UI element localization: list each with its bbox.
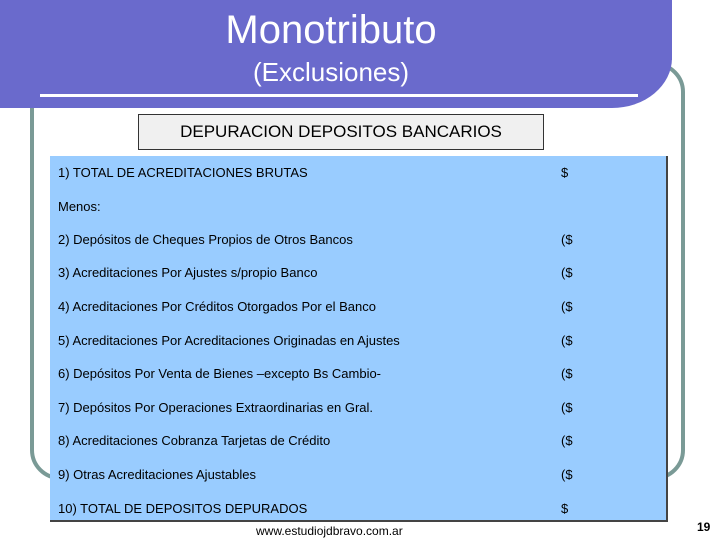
table-row <box>58 263 660 283</box>
deposits-table <box>50 156 668 522</box>
table-row <box>58 465 660 485</box>
title-band <box>0 0 672 108</box>
row-label: 9) Otras Acreditaciones Ajustables <box>58 467 256 482</box>
title-divider <box>40 94 638 97</box>
footer-url: www.estudiojdbravo.com.ar <box>256 524 403 538</box>
row-amount: ($ <box>561 467 573 482</box>
slide-title: Monotributo <box>225 8 437 52</box>
table-row <box>58 398 660 418</box>
row-label: 10) TOTAL DE DEPOSITOS DEPURADOS <box>58 501 308 516</box>
row-amount: ($ <box>561 333 573 348</box>
row-label: 2) Depósitos de Cheques Propios de Otros Bancos <box>58 232 353 247</box>
slide-subtitle: (Exclusiones) <box>252 57 410 87</box>
row-label: Menos: <box>58 199 101 214</box>
row-label: 7) Depósitos Por Operaciones Extraordinarias en Gral. <box>58 400 374 415</box>
table-row <box>58 331 660 351</box>
table-row <box>58 297 660 317</box>
section-heading: DEPURACION DEPOSITOS BANCARIOS <box>138 114 544 150</box>
row-label: 4) Acreditaciones Por Créditos Otorgados Por el Banco <box>58 299 376 314</box>
row-amount: ($ <box>561 400 573 415</box>
table-row <box>58 431 660 451</box>
row-amount: ($ <box>561 232 573 247</box>
row-label: 5) Acreditaciones Por Acreditaciones Originadas en Ajustes <box>58 333 400 348</box>
row-amount: ($ <box>561 265 573 280</box>
table-row <box>58 197 660 217</box>
row-amount: $ <box>561 165 569 180</box>
row-label: 8) Acreditaciones Cobranza Tarjetas de Crédito <box>58 433 331 448</box>
row-label: 6) Depósitos Por Venta de Bienes –excepto Bs Cambio- <box>58 366 382 381</box>
row-label: 3) Acreditaciones Por Ajustes s/propio Banco <box>58 265 318 280</box>
row-label: 1) TOTAL DE ACREDITACIONES BRUTAS <box>58 165 308 180</box>
row-amount: ($ <box>561 433 573 448</box>
table-row <box>58 163 660 183</box>
table-row <box>58 499 660 519</box>
row-amount: ($ <box>561 366 573 381</box>
row-amount: $ <box>561 501 569 516</box>
table-row <box>58 364 660 384</box>
page-number: 19 <box>697 520 711 534</box>
table-row <box>58 230 660 250</box>
row-amount: ($ <box>561 299 573 314</box>
